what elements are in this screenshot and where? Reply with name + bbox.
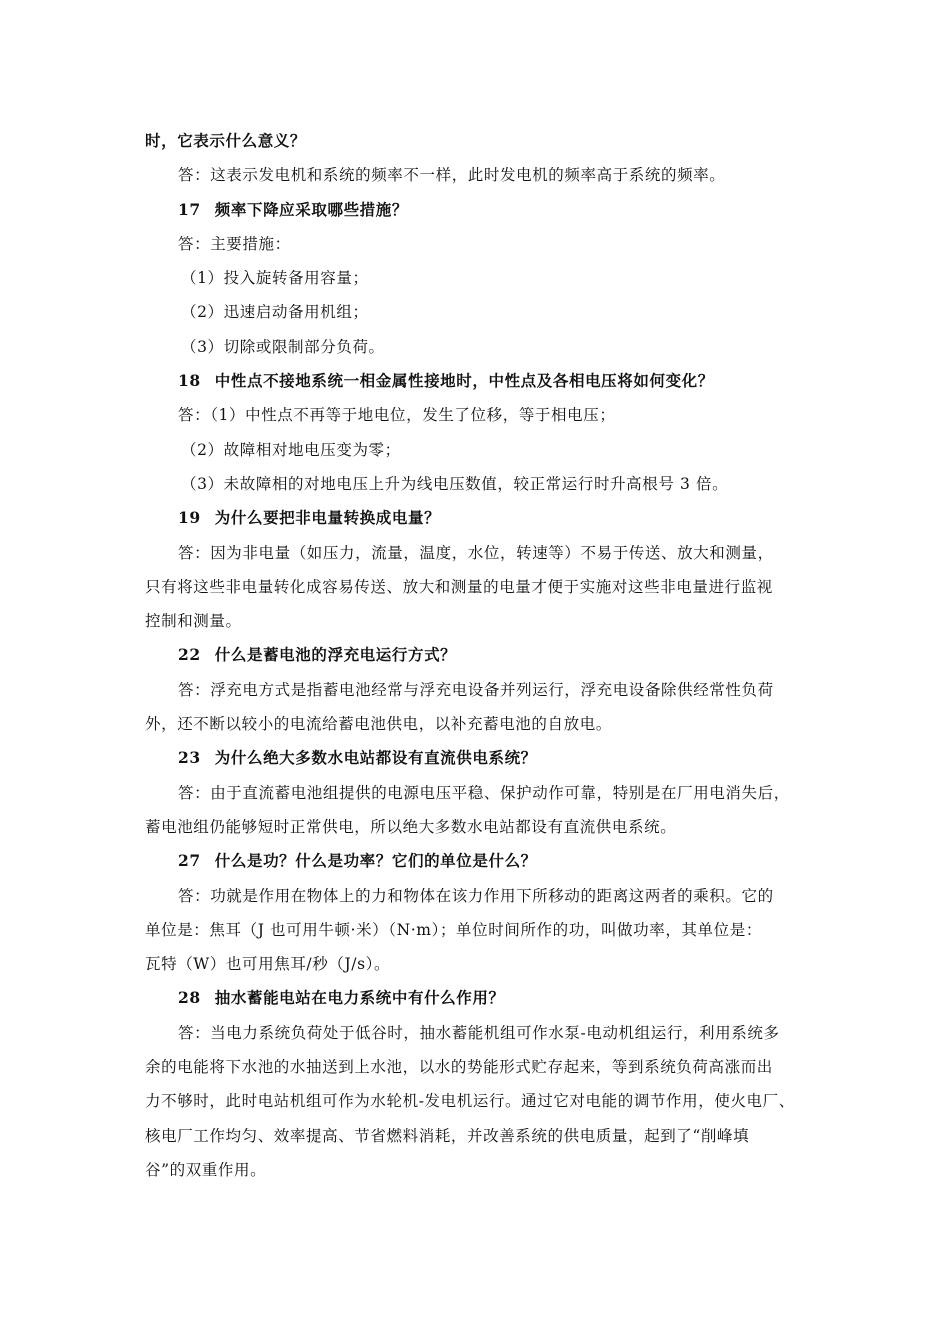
question-line [145, 124, 825, 158]
line-text: 外，还不断以较小的电流给蓄电池供电，以补充蓄电池的自放电。 [145, 715, 612, 734]
question-number: 22 [178, 645, 201, 665]
line-text: 瓦特（W）也可用焦耳/秒（J/s）。 [145, 955, 391, 974]
question-line [145, 193, 825, 227]
line-text: 为什么要把非电量转换成电量？ [214, 508, 441, 528]
line-text: （3）未故障相的对地电压上升为线电压数值，较正常运行时升高根号 3 倍。 [181, 474, 729, 493]
question-line [145, 364, 825, 398]
answer-line [145, 1119, 825, 1153]
question-line [145, 638, 825, 672]
line-text: 只有将这些非电量转化成容易传送、放大和测量的电量才便于实施对这些非电量进行监视 [145, 577, 773, 596]
document-page [145, 124, 825, 1187]
line-text: （2）故障相对地电压变为零； [181, 440, 401, 459]
line-text: 蓄电池组仍能够短时正常供电，所以绝大多数水电站都设有直流供电系统。 [145, 817, 677, 836]
line-text: （1）投入旋转备用容量； [181, 269, 369, 288]
line-text: 核电厂工作均匀、效率提高、节省燃料消耗，并改善系统的供电质量，起到了“削峰填 [145, 1126, 750, 1145]
answer-line [145, 947, 825, 981]
question-number: 19 [178, 508, 201, 528]
answer-line [145, 879, 825, 913]
question-line [145, 501, 825, 535]
answer-line [145, 1153, 825, 1187]
question-line [145, 844, 825, 878]
line-text: 答：因为非电量（如压力，流量，温度，水位，转速等）不易于传送、放大和测量， [178, 543, 774, 562]
answer-line [145, 1050, 825, 1084]
answer-line [145, 570, 825, 604]
answer-line [145, 673, 825, 707]
answer-line [145, 295, 825, 329]
line-text: 答：主要措施： [178, 234, 291, 253]
line-text: 为什么绝大多数水电站都设有直流供电系统？ [214, 748, 537, 768]
line-text: 时，它表示什么意义？ [145, 131, 307, 150]
line-text: 什么是功？什么是功率？它们的单位是什么？ [214, 851, 537, 871]
answer-line [145, 433, 825, 467]
question-line [145, 741, 825, 775]
question-number: 23 [178, 748, 201, 768]
line-text: 答：这表示发电机和系统的频率不一样，此时发电机的频率高于系统的频率。 [178, 166, 726, 185]
answer-line [145, 604, 825, 638]
answer-line [145, 536, 825, 570]
answer-line [145, 330, 825, 364]
answer-line [145, 467, 825, 501]
answer-line [145, 707, 825, 741]
question-number: 28 [178, 988, 201, 1008]
question-line [145, 981, 825, 1015]
answer-line [145, 398, 825, 432]
answer-line [145, 261, 825, 295]
line-text: 中性点不接地系统一相金属性接地时，中性点及各相电压将如何变化？ [214, 371, 714, 391]
line-text: 抽水蓄能电站在电力系统中有什么作用？ [214, 988, 505, 1008]
question-number: 27 [178, 851, 201, 871]
line-text: 答：当电力系统负荷处于低谷时，抽水蓄能机组可作水泵-电动机组运行，利用系统多 [178, 1023, 780, 1042]
line-text: 力不够时，此时电站机组可作为水轮机-发电机运行。通过它对电能的调节作用，使火电厂、 [145, 1092, 795, 1111]
line-text: 答：由于直流蓄电池组提供的电源电压平稳、保护动作可靠，特别是在厂用电消失后， [178, 783, 790, 802]
line-text: 谷”的双重作用。 [145, 1160, 267, 1179]
line-text: （3）切除或限制部分负荷。 [181, 337, 385, 356]
line-text: 频率下降应采取哪些措施？ [214, 199, 408, 219]
line-text: 答：功就是作用在物体上的力和物体在该力作用下所移动的距离这两者的乘积。它的 [178, 886, 774, 905]
answer-line [145, 776, 825, 810]
line-text: 余的电能将下水池的水抽送到上水池，以水的势能形式贮存起来，等到系统负荷高涨而出 [145, 1058, 773, 1077]
answer-line [145, 158, 825, 192]
question-number: 18 [178, 371, 201, 391]
line-text: 控制和测量。 [145, 612, 242, 631]
line-text: 什么是蓄电池的浮充电运行方式？ [214, 645, 457, 665]
question-number: 17 [178, 199, 201, 219]
answer-line [145, 227, 825, 261]
answer-line [145, 810, 825, 844]
answer-line [145, 1084, 825, 1118]
answer-line [145, 913, 825, 947]
line-text: 答：浮充电方式是指蓄电池经常与浮充电设备并列运行，浮充电设备除供经常性负荷 [178, 680, 774, 699]
line-text: 单位是：焦耳（J 也可用牛顿·米）（N·m）；单位时间所作的功，叫做功率，其单位是： [145, 920, 762, 939]
line-text: （2）迅速启动备用机组； [181, 303, 369, 322]
answer-line [145, 1016, 825, 1050]
line-text: 答：（1）中性点不再等于地电位，发生了位移，等于相电压； [178, 406, 616, 425]
